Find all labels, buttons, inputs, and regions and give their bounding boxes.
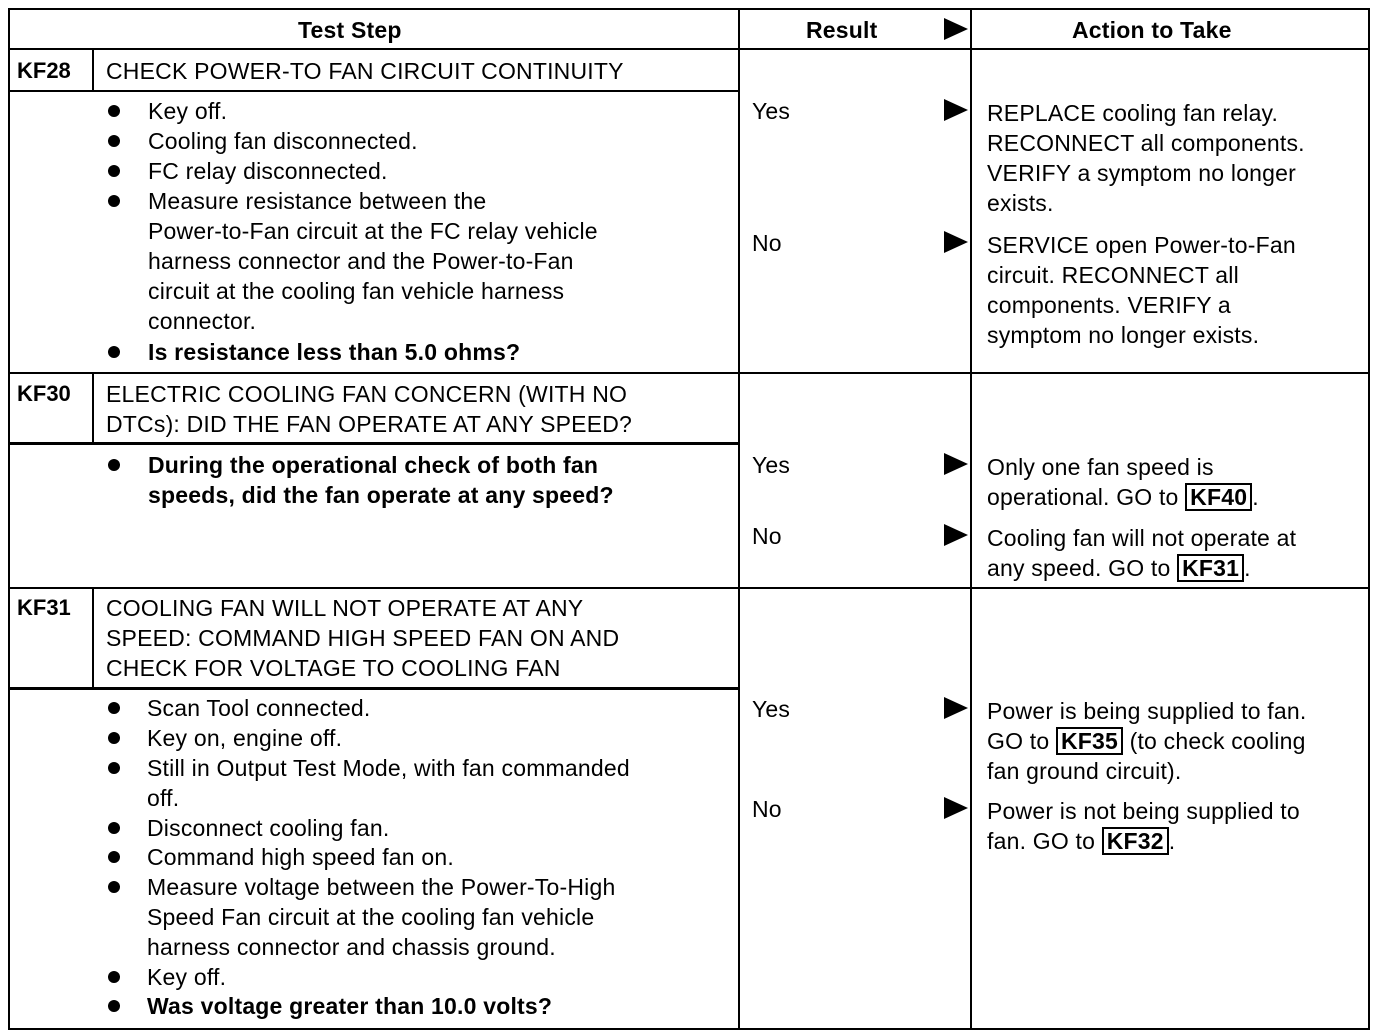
table-border-top — [8, 8, 1370, 10]
code-divider-kf28 — [92, 50, 94, 92]
action-line: circuit. RECONNECT all — [987, 262, 1239, 288]
title-divider-kf31 — [8, 687, 738, 690]
bullet-line: harness connector and chassis ground. — [147, 934, 556, 960]
column-divider-test-step — [738, 8, 740, 1030]
bullet-line: Measure voltage between the Power-To-High — [147, 874, 616, 900]
bullet-line: Speed Fan circuit at the cooling fan vehicle — [147, 904, 595, 930]
action-line: SERVICE open Power-to-Fan — [987, 232, 1296, 258]
bullet-question — [148, 450, 614, 510]
title-line: ELECTRIC COOLING FAN CONCERN (WITH NO — [106, 381, 628, 407]
action-text — [987, 452, 1259, 512]
bullet-icon — [108, 459, 120, 471]
step-title — [106, 593, 619, 683]
goto-kf35-link[interactable]: KF35 — [1056, 727, 1123, 755]
bullet-icon — [108, 135, 120, 147]
action-line: symptom no longer exists. — [987, 322, 1260, 348]
bullet-icon — [108, 851, 120, 863]
bullet-text: Command high speed fan on. — [147, 844, 454, 870]
bullet-line: harness connector and the Power-to-Fan — [148, 248, 574, 274]
table-border-left — [8, 8, 10, 1030]
result-no: No — [752, 796, 782, 822]
title-line: COOLING FAN WILL NOT OPERATE AT ANY — [106, 595, 584, 621]
result-no: No — [752, 230, 782, 256]
result-yes: Yes — [752, 696, 791, 722]
bullet-icon — [108, 822, 120, 834]
action-line: Power is being supplied to fan. — [987, 698, 1307, 724]
column-divider-result — [970, 8, 972, 1030]
action-line — [987, 826, 1300, 856]
action-fragment: (to check cooling — [1129, 728, 1306, 754]
action-text — [987, 523, 1296, 583]
action-fragment: operational. GO to — [987, 484, 1179, 510]
goto-kf40-link[interactable]: KF40 — [1185, 483, 1252, 511]
action-line: Cooling fan will not operate at — [987, 525, 1297, 551]
action-fragment: . — [1244, 555, 1251, 581]
goto-kf31-link[interactable]: KF31 — [1177, 554, 1244, 582]
header-result: Result — [806, 17, 878, 43]
bullet-question: Is resistance less than 5.0 ohms? — [148, 339, 521, 365]
action-text — [987, 230, 1296, 350]
action-line: RECONNECT all components. — [987, 130, 1305, 156]
bullet-text: Disconnect cooling fan. — [147, 815, 390, 841]
title-line: DTCs): DID THE FAN OPERATE AT ANY SPEED? — [106, 411, 633, 437]
bullet-text: Cooling fan disconnected. — [148, 128, 418, 154]
action-fragment: GO to — [987, 728, 1050, 754]
result-arrow-icon — [944, 99, 968, 121]
bullet-text — [148, 186, 598, 336]
bullet-line: connector. — [148, 308, 257, 334]
action-line: components. VERIFY a — [987, 292, 1231, 318]
bullet-text: Key on, engine off. — [147, 725, 343, 751]
action-text — [987, 696, 1306, 786]
action-line: fan ground circuit). — [987, 758, 1182, 784]
bullet-icon — [108, 881, 120, 893]
header-action: Action to Take — [1072, 17, 1232, 43]
result-arrow-icon — [944, 797, 968, 819]
bullet-line: Power-to-Fan circuit at the FC relay vehicle — [148, 218, 598, 244]
bullet-icon — [108, 1000, 120, 1012]
result-arrow-icon — [944, 524, 968, 546]
step-code: KF31 — [17, 595, 71, 620]
bullet-line: Still in Output Test Mode, with fan commanded — [147, 755, 630, 781]
result-arrow-icon — [944, 231, 968, 253]
bullet-line: circuit at the cooling fan vehicle harness — [148, 278, 565, 304]
action-line — [987, 553, 1296, 583]
bullet-icon — [108, 762, 120, 774]
action-fragment: . — [1168, 828, 1176, 854]
title-divider-kf30 — [8, 442, 738, 445]
title-divider-kf28 — [8, 90, 738, 92]
bullet-question: Was voltage greater than 10.0 volts? — [147, 993, 553, 1019]
table-border-right — [1368, 8, 1370, 1030]
table-border-bottom — [8, 1028, 1370, 1030]
header-divider — [8, 48, 1370, 50]
bullet-icon — [108, 732, 120, 744]
action-text — [987, 796, 1300, 856]
bullet-icon — [108, 105, 120, 117]
action-line: REPLACE cooling fan relay. — [987, 100, 1279, 126]
bullet-text: Key off. — [148, 98, 228, 124]
action-line — [987, 482, 1259, 512]
row-divider-kf30 — [8, 372, 1370, 374]
title-line: SPEED: COMMAND HIGH SPEED FAN ON AND — [106, 625, 620, 651]
bullet-line: Measure resistance between the — [148, 188, 487, 214]
bullet-icon — [108, 346, 120, 358]
action-line: exists. — [987, 190, 1054, 216]
bullet-icon — [108, 165, 120, 177]
title-line: CHECK FOR VOLTAGE TO COOLING FAN — [106, 655, 561, 681]
bullet-line: off. — [147, 785, 180, 811]
bullet-text: Key off. — [147, 964, 227, 990]
header-arrow-icon — [944, 18, 968, 40]
row-divider-kf31 — [8, 587, 1370, 589]
bullet-text — [147, 753, 630, 813]
bullet-text: Scan Tool connected. — [147, 695, 371, 721]
action-line — [987, 726, 1306, 756]
step-title: CHECK POWER-TO FAN CIRCUIT CONTINUITY — [106, 58, 624, 84]
step-title — [106, 379, 632, 439]
bullet-line: During the operational check of both fan — [148, 452, 599, 478]
bullet-text — [147, 872, 615, 962]
bullet-icon — [108, 195, 120, 207]
bullet-text: FC relay disconnected. — [148, 158, 388, 184]
action-fragment: fan. GO to — [987, 828, 1096, 854]
goto-kf32-link[interactable]: KF32 — [1102, 827, 1169, 855]
step-code: KF30 — [17, 381, 71, 406]
step-code: KF28 — [17, 58, 71, 83]
result-arrow-icon — [944, 453, 968, 475]
header-test-step: Test Step — [298, 17, 402, 43]
code-divider-kf31 — [92, 589, 94, 689]
action-fragment: . — [1252, 484, 1259, 510]
result-yes: Yes — [752, 452, 791, 478]
code-divider-kf30 — [92, 374, 94, 444]
action-text — [987, 98, 1305, 218]
result-arrow-icon — [944, 697, 968, 719]
bullet-icon — [108, 702, 120, 714]
bullet-icon — [108, 971, 120, 983]
action-fragment: any speed. GO to — [987, 555, 1171, 581]
action-line: Power is not being supplied to — [987, 798, 1300, 824]
action-line: Only one fan speed is — [987, 454, 1214, 480]
result-yes: Yes — [752, 98, 791, 124]
result-no: No — [752, 523, 782, 549]
action-line: VERIFY a symptom no longer — [987, 160, 1297, 186]
bullet-line: speeds, did the fan operate at any speed? — [148, 482, 614, 508]
